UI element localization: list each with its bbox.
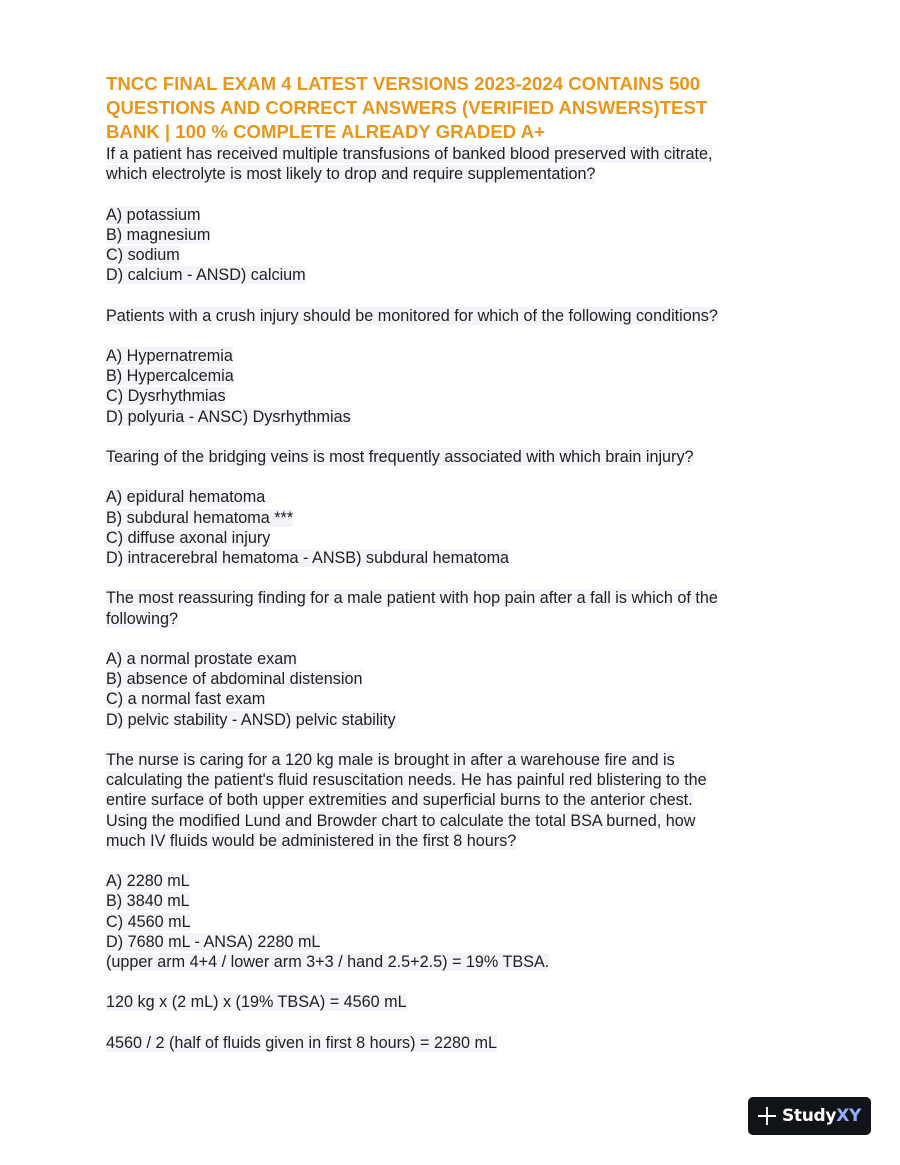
brand-logo-text: StudyXY: [781, 1106, 862, 1126]
question-text: much IV fluids would be administered in the first 8 hours?: [106, 831, 517, 850]
answer-option: D) intracerebral hematoma - ANSB) subdural hematoma: [106, 548, 510, 567]
answer-option: A) a normal prostate exam: [106, 649, 297, 668]
question-4: [106, 588, 796, 750]
calculation-line: 4560 / 2 (half of fluids given in first 8 hours) = 2280 mL: [106, 1033, 497, 1052]
answer-option: C) diffuse axonal injury: [106, 528, 271, 547]
question-text: Patients with a crush injury should be monitored for which of the following conditions?: [106, 306, 718, 325]
question-2: [106, 306, 796, 447]
answer-option: D) calcium - ANSD) calcium: [106, 266, 306, 285]
answer-option: A) Hypernatremia: [106, 346, 233, 365]
answer-option: D) polyuria - ANSC) Dysrhythmias: [106, 407, 351, 426]
plus-icon: [758, 1107, 776, 1125]
calculation-line: 120 kg x (2 mL) x (19% TBSA) = 4560 mL: [106, 993, 407, 1012]
answer-option: C) sodium: [106, 246, 180, 264]
question-text: which electrolyte is most likely to drop and require supplementation?: [106, 165, 596, 184]
answer-option: D) pelvic stability - ANSD) pelvic stability: [106, 710, 396, 729]
question-3: [106, 447, 796, 588]
answer-explanation: (upper arm 4+4 / lower arm 3+3 / hand 2.5+2.5) = 19% TBSA.: [106, 952, 550, 971]
question-5: [106, 750, 796, 1053]
answer-option: B) magnesium: [106, 225, 211, 244]
title-line: TNCC FINAL EXAM 4 LATEST VERSIONS 2023-2024 CONTAINS 500: [106, 73, 701, 94]
question-text: following?: [106, 609, 178, 628]
question-text: If a patient has received multiple transfusions of banked blood preserved with citrate,: [106, 145, 713, 163]
question-1: [106, 144, 796, 306]
question-text: Using the modified Lund and Browder chart to calculate the total BSA burned, how: [106, 811, 696, 830]
answer-option: B) 3840 mL: [106, 892, 190, 911]
answer-option: C) 4560 mL: [106, 912, 191, 931]
answer-option: A) potassium: [106, 205, 201, 224]
answer-option: A) epidural hematoma: [106, 488, 266, 507]
title-line: QUESTIONS AND CORRECT ANSWERS (VERIFIED ANSWERS)TEST: [106, 97, 708, 118]
answer-option: C) a normal fast exam: [106, 690, 266, 709]
question-text: entire surface of both upper extremities and superficial burns to the anterior chest.: [106, 791, 693, 810]
answer-option: D) 7680 mL - ANSA) 2280 mL: [106, 932, 321, 951]
answer-option: C) Dysrhythmias: [106, 387, 226, 406]
question-text: The most reassuring finding for a male patient with hop pain after a fall is which of the: [106, 589, 718, 608]
title-line: BANK | 100 % COMPLETE ALREADY GRADED A+: [106, 121, 545, 142]
answer-option: B) subdural hematoma ***: [106, 508, 294, 527]
answer-option: B) Hypercalcemia: [106, 367, 234, 386]
answer-option: A) 2280 mL: [106, 872, 190, 891]
question-text: The nurse is caring for a 120 kg male is brought in after a warehouse fire and is: [106, 750, 675, 769]
document-page: [106, 72, 796, 1053]
question-text: Tearing of the bridging veins is most frequently associated with which brain injury?: [106, 447, 694, 466]
studyxy-badge[interactable]: [748, 1097, 871, 1135]
answer-option: B) absence of abdominal distension: [106, 670, 363, 689]
document-title: [106, 72, 796, 144]
question-text: calculating the patient's fluid resuscitation needs. He has painful red blistering to the: [106, 771, 707, 790]
